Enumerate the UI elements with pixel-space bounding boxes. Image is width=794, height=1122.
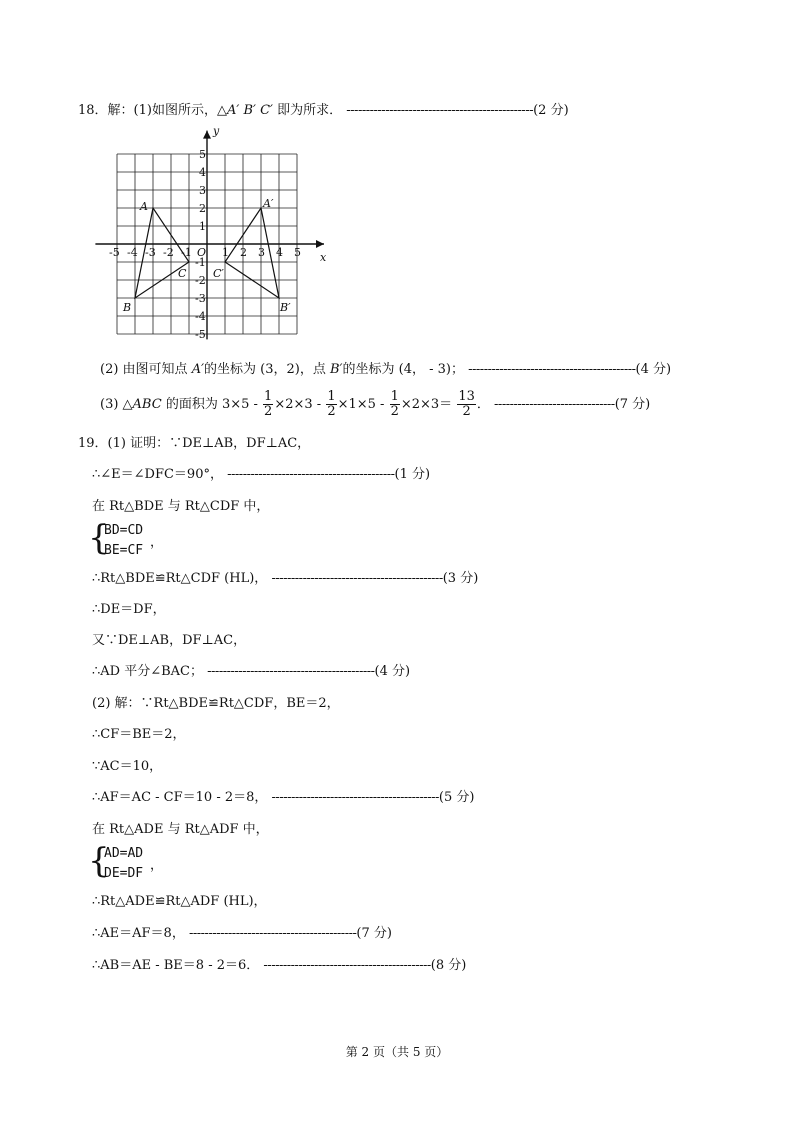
q18-line-3 (100, 390, 650, 420)
x-tick-label: 4 (276, 246, 283, 259)
x-tick-label: 2 (240, 246, 247, 259)
q19-line-2 (92, 467, 430, 483)
equation-system-1 (104, 521, 143, 561)
q18-line-2 (100, 362, 671, 378)
q18-part3-e: ×1×5 ‑ (337, 397, 389, 412)
x-tick-label: 3 (258, 246, 265, 259)
fraction-result: $\frac{13}{2}$ (458, 389, 475, 419)
dash-leader: ------------------------------------------- (188, 926, 357, 941)
q18-part3-c: 的面积为 3×5 ‑ (161, 397, 263, 412)
score: (1 分) (394, 467, 431, 482)
dash-leader: ------------------------------------------- (263, 958, 431, 973)
q19-line-12: 在 Rt△ADE 与 Rt△ADF 中， (92, 822, 269, 837)
q19-line-7-text: ∴AD 平分∠BAC； (92, 664, 203, 679)
coordinate-grid-figure (90, 128, 330, 343)
dash-leader: ------------------------------------------- (227, 467, 395, 482)
q18-triangle-label: △A′ B′ C′ (216, 103, 273, 118)
dash-leader: ------------------------------------------- (271, 790, 439, 805)
q18-part3-d: ×2×3 ‑ (274, 397, 326, 412)
brace-system-1: { (88, 518, 110, 558)
q19-line-11-text: ∴AF＝AC ‑ CF＝10 ‑ 2＝8， (92, 790, 268, 805)
fraction-half: $\frac{1}{2}$ (390, 389, 399, 419)
y-axis-arrow (203, 131, 211, 139)
equation-row: DE=DF (104, 866, 144, 881)
y-tick-label: -2 (195, 274, 206, 287)
q19-line-7 (92, 664, 410, 680)
q18-part2-e: 的坐标为 (4， ‑ 3)； (342, 362, 464, 377)
point-a-prime-label: A′ (263, 197, 274, 210)
y-tick-label: 2 (199, 202, 206, 215)
equation-row: BE=CF (104, 543, 144, 558)
point-b-prime: B′ (329, 362, 343, 377)
score: (8 分) (430, 958, 467, 973)
point-c-label: C (178, 267, 187, 280)
y-axis-label: y (213, 128, 220, 138)
dash-leader: ------------------------------------------- (468, 362, 636, 377)
q19-line-15 (92, 958, 466, 974)
x-axis-label: x (320, 251, 327, 264)
q19-line-4-text: ∴Rt△BDE≌Rt△CDF (HL)， (92, 571, 268, 586)
q19-line-13: ∴Rt△ADE≌Rt△ADF (HL)， (92, 894, 267, 909)
fraction-half: $\frac{1}{2}$ (327, 389, 336, 419)
q19-line-4 (92, 571, 478, 587)
q18-line-1 (78, 103, 569, 119)
point-a-prime: A′ (191, 362, 205, 377)
triangle-a-prime-b-prime-c-prime (225, 208, 279, 298)
q19-line-14 (92, 926, 392, 942)
y-tick-label: 1 (199, 220, 206, 233)
equation-system-2 (104, 844, 143, 884)
score: (5 分) (438, 790, 475, 805)
q19-line-10: ∵AC＝10， (92, 759, 163, 774)
q19-line-6: 又∵DE⊥AB，DF⊥AC， (92, 633, 247, 648)
x-tick-label: -5 (109, 246, 120, 259)
point-c-prime-label: C′ (213, 267, 224, 280)
y-tick-label: 3 (199, 184, 206, 197)
score: (7 分) (356, 926, 392, 941)
y-tick-label: -4 (195, 310, 206, 323)
x-tick-label: -1 (181, 246, 192, 259)
q19-line-9: ∴CF＝BE＝2， (92, 727, 186, 742)
fraction-half: $\frac{1}{2}$ (264, 389, 273, 419)
q19-line-1: 19．(1) 证明：∵DE⊥AB，DF⊥AC， (78, 436, 311, 451)
equation-row: AD=AD (104, 846, 144, 861)
q19-line-11 (92, 790, 474, 806)
q18-part2-c: 的坐标为 (3，2)，点 (204, 362, 330, 377)
x-tick-label: 1 (222, 246, 229, 259)
q18-part1-suffix: 即为所求． (272, 103, 343, 118)
q19-line-3: 在 Rt△BDE 与 Rt△CDF 中， (92, 499, 270, 514)
q19-line-14-text: ∴AE＝AF＝8， (92, 926, 185, 941)
y-tick-label: -5 (195, 328, 206, 341)
x-tick-label: -4 (127, 246, 138, 259)
system-comma: ， (150, 858, 164, 873)
point-b-label: B (123, 301, 132, 314)
score: (2 分) (533, 103, 569, 118)
graph-labels (109, 128, 327, 341)
score: (4 分) (374, 664, 411, 679)
system-comma: ， (150, 535, 164, 550)
x-tick-label: -2 (163, 246, 174, 259)
y-tick-label: -3 (195, 292, 206, 305)
point-a-label: A (140, 200, 148, 213)
dash-leader: ------------------------------------------- (207, 664, 375, 679)
x-tick-label: -3 (145, 246, 156, 259)
q18-part2-a: (2) 由图可知点 (100, 362, 192, 377)
q19-line-2-text: ∴∠E＝∠DFC＝90°， (92, 467, 223, 482)
score: (3 分) (442, 571, 479, 586)
brace-system-2: { (88, 841, 110, 881)
origin-label: O (197, 246, 207, 259)
q19-line-15-text: ∴AB＝AE ‑ BE＝8 ‑ 2＝6． (92, 958, 260, 973)
q18-part1-prefix: 18．解：(1)如图所示， (78, 103, 217, 118)
y-tick-label: -1 (195, 256, 206, 269)
x-axis-arrow (316, 240, 324, 248)
x-tick-label: 5 (294, 246, 301, 259)
q18-part3-f: ×2×3＝ (400, 397, 453, 412)
dash-leader: -------------------------------------------- (271, 571, 443, 586)
dash-leader: ------------------------------- (494, 397, 615, 412)
equation-row: BD=CD (104, 523, 144, 538)
page-footer: 第 2 页（共 5 页） (345, 1045, 449, 1059)
score: (4 分) (635, 362, 672, 377)
dash-leader: ------------------------------------------------ (346, 103, 534, 118)
q19-line-5: ∴DE＝DF， (92, 602, 166, 617)
point-b-prime-label: B′ (280, 301, 291, 314)
y-tick-label: 4 (199, 166, 206, 179)
triangle-abc: ABC (132, 397, 162, 412)
score: (7 分) (614, 397, 651, 412)
q18-part3-a: (3) △ (100, 397, 133, 412)
y-tick-label: 5 (199, 148, 206, 161)
q19-line-8: (2) 解：∵Rt△BDE≌Rt△CDF，BE＝2， (92, 696, 340, 711)
q18-part3-g: ． (476, 397, 490, 412)
